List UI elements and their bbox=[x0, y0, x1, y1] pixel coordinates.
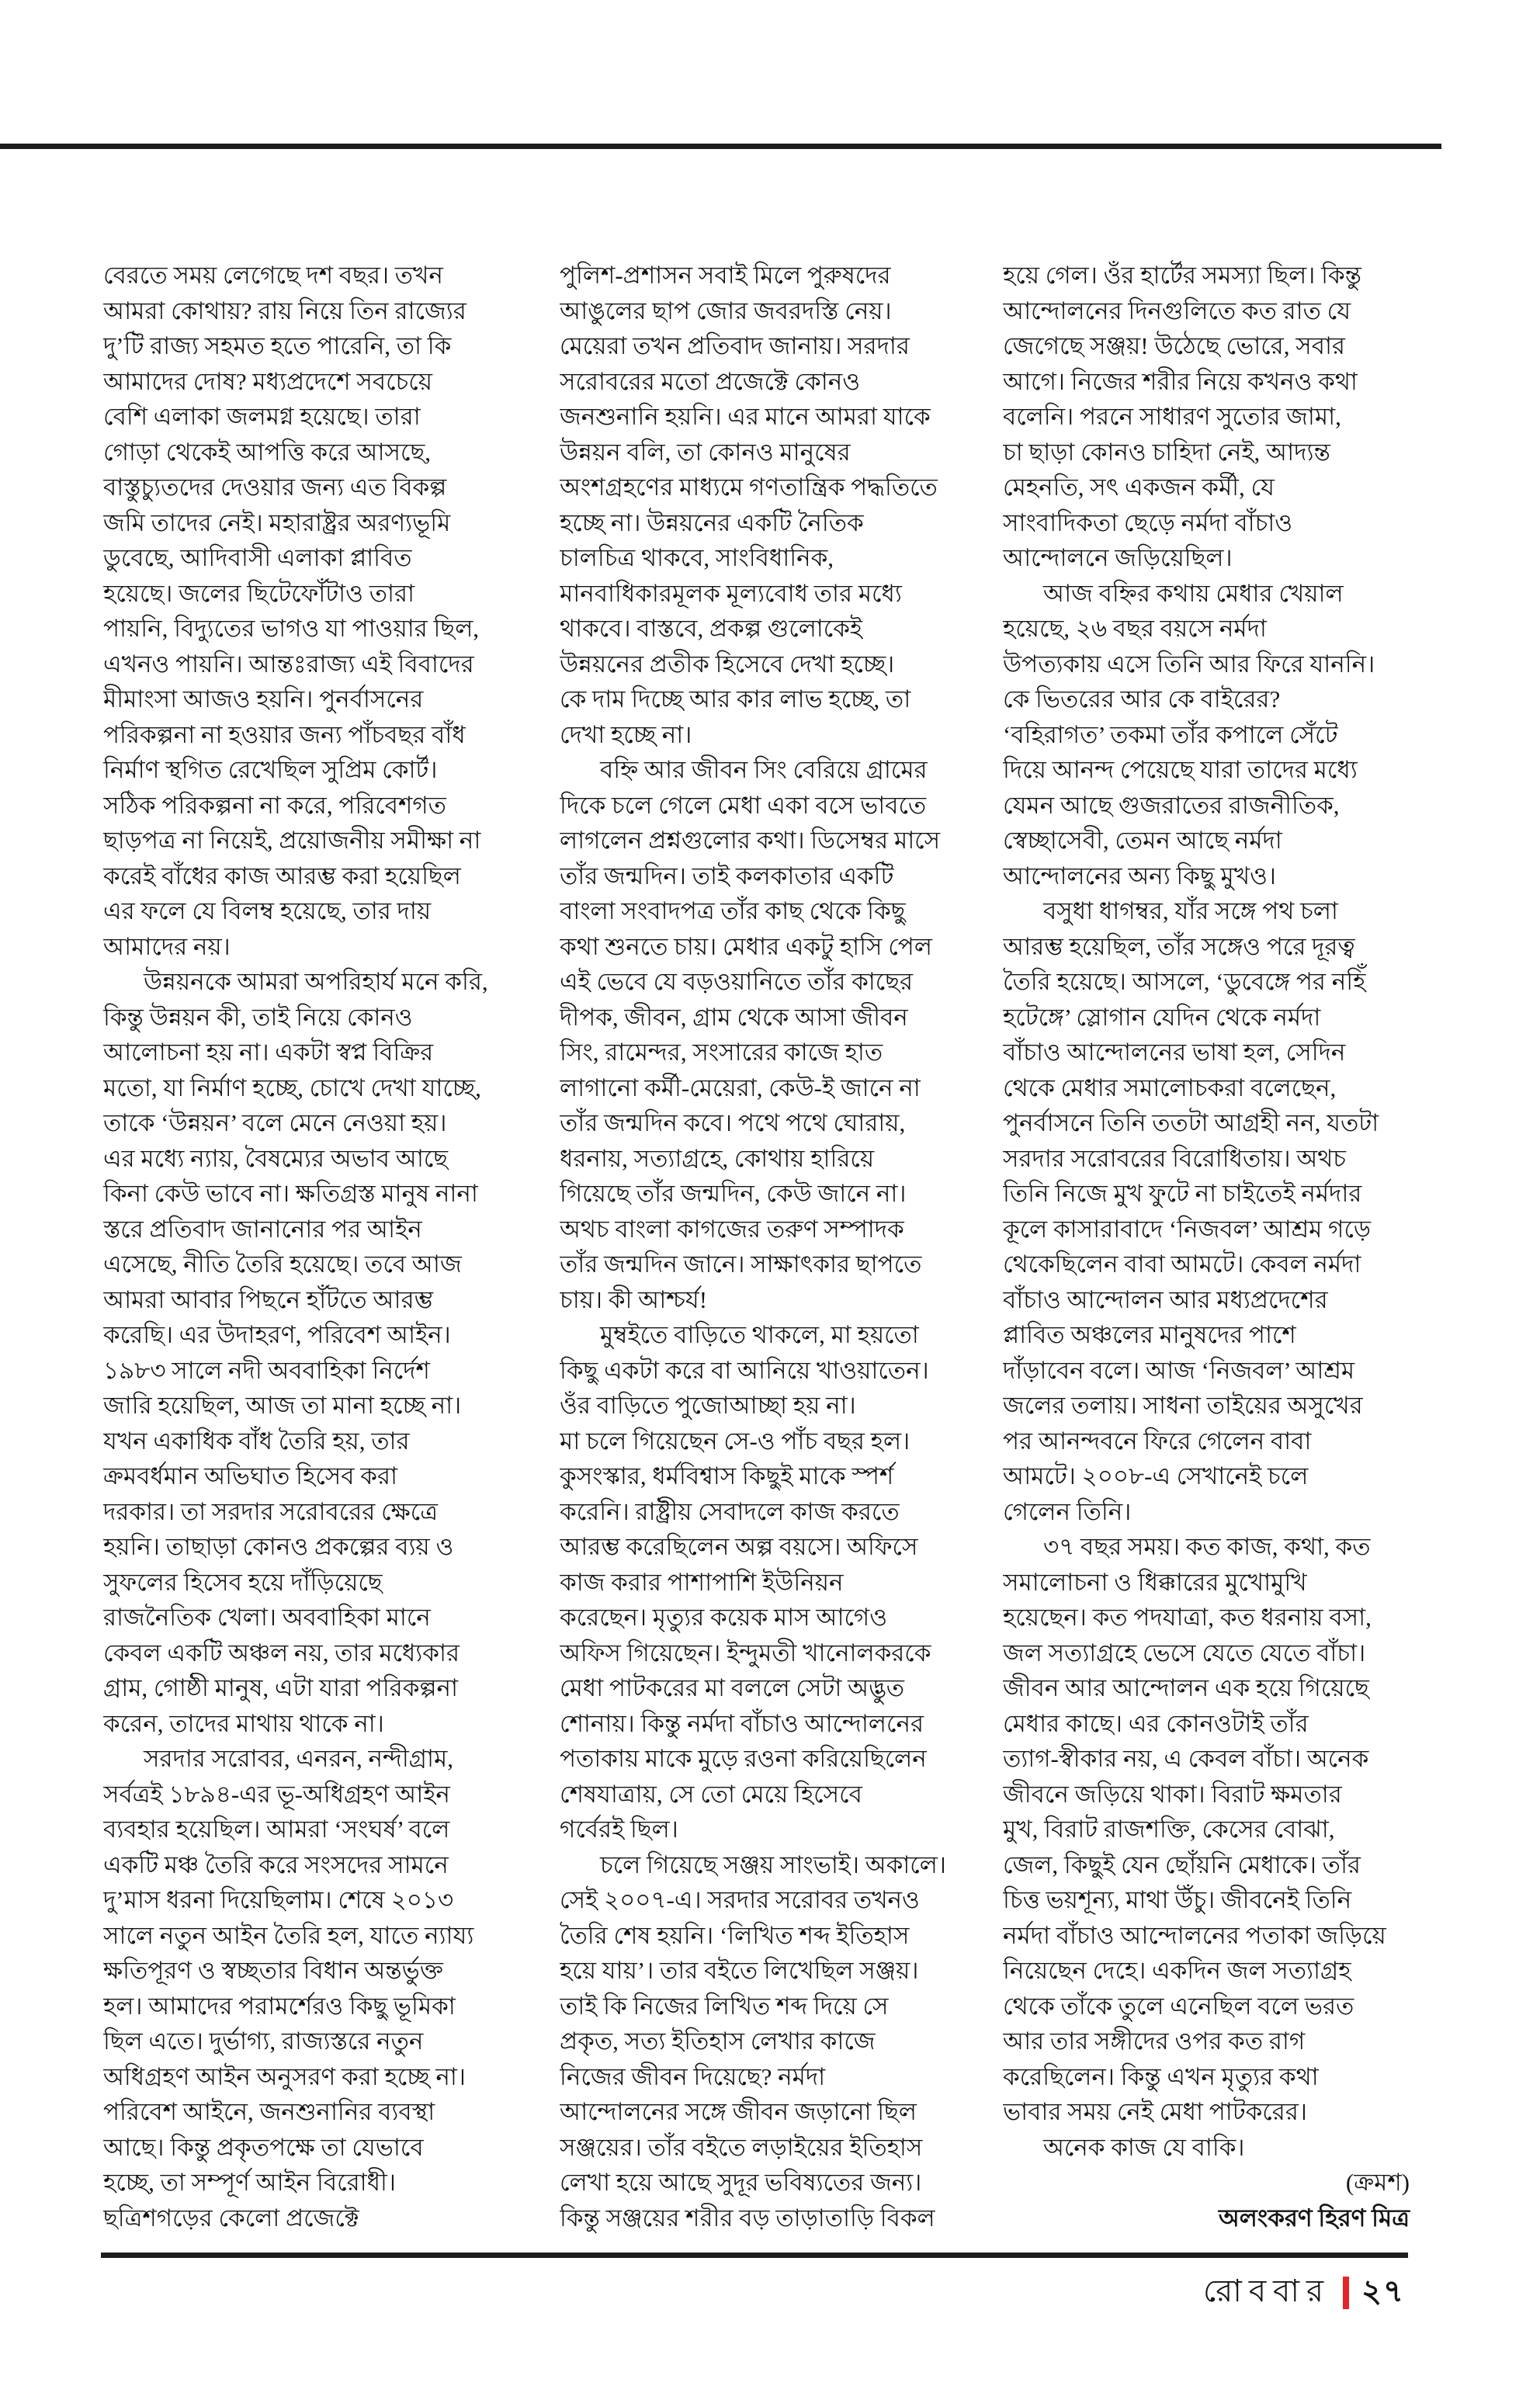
text-line: আর তার সঙ্গীদের ওপর কত রাগ bbox=[1003, 2027, 1306, 2055]
text-line: রাজনৈতিক খেলা। অববাহিকা মানে bbox=[103, 1604, 431, 1631]
text-line: সালে নতুন আইন তৈরি হল, যাতে ন্যায্য bbox=[103, 1921, 474, 1949]
article-column-2 bbox=[560, 258, 971, 2235]
text-line: পতাকায় মাকে মুড়ে রওনা করিয়েছিলেন bbox=[560, 1745, 927, 1772]
text-line: সাংবাদিকতা ছেড়ে নর্মদা বাঁচাও bbox=[1003, 508, 1293, 536]
text-line: চালচিত্র থাকবে, সাংবিধানিক, bbox=[560, 544, 834, 571]
text-line: গিয়েছে তাঁর জন্মদিন, কেউ জানে না। bbox=[560, 1180, 907, 1207]
text-line: মেধা পাটকরের মা বললে সেটা অদ্ভুত bbox=[560, 1674, 905, 1701]
text-line: আমাদের নয়। bbox=[103, 932, 231, 960]
text-line: এসেছে, নীতি তৈরি হয়েছে। তবে আজ bbox=[103, 1250, 462, 1278]
text-line: ছত্রিশগড়ের কেলো প্রজেক্টে bbox=[103, 2204, 359, 2232]
text-line: পর আনন্দবনে ফিরে গেলেন বাবা bbox=[1003, 1427, 1312, 1455]
text-line: আঙুলের ছাপ জোর জবরদস্তি নেয়। bbox=[560, 297, 892, 324]
text-line: বাংলা সংবাদপত্র তাঁর কাছ থেকে কিছু bbox=[560, 897, 906, 924]
text-line: হটেঙ্গে’ স্লোগান যেদিন থেকে নর্মদা bbox=[1003, 1003, 1321, 1031]
text-line: তৈরি শেষ হয়নি। ‘লিখিত শব্দ ইতিহাস bbox=[560, 1921, 910, 1949]
text-line: থাকবে। বাস্তবে, প্রকল্প গুলোকেই bbox=[560, 615, 863, 642]
text-line: সর্বত্রই ১৮৯৪-এর ভূ-অধিগ্রহণ আইন bbox=[103, 1780, 450, 1808]
text-line: হয়েছে, ২৬ বছর বয়সে নর্মদা bbox=[1003, 615, 1267, 642]
text-line: জলের তলায়। সাধনা তাইয়ের অসুখের bbox=[1003, 1392, 1363, 1419]
text-line: হচ্ছে, তা সম্পূর্ণ আইন বিরোধী। bbox=[103, 2169, 396, 2196]
text-line: দিয়ে আনন্দ পেয়েছে যারা তাদের মধ্যে bbox=[1003, 756, 1358, 783]
text-line: কাজ করার পাশাপাশি ইউনিয়ন bbox=[560, 1568, 844, 1596]
text-line: করেন, তাদের মাথায় থাকে না। bbox=[103, 1709, 384, 1737]
text-line: করেছি। এর উদাহরণ, পরিবেশ আইন। bbox=[103, 1321, 451, 1348]
text-line: (ক্রমশ) bbox=[1345, 2169, 1410, 2196]
text-line: লেখা হয়ে আছে সুদূর ভবিষ্যতের জন্য। bbox=[560, 2169, 922, 2196]
text-line: পরিকল্পনা না হওয়ার জন্য পাঁচবছর বাঁধ bbox=[103, 720, 466, 748]
text-line: বহ্নি আর জীবন সিং বেরিয়ে গ্রামের bbox=[600, 756, 928, 783]
text-line: নিজের জীবন দিয়েছে? নর্মদা bbox=[560, 2062, 826, 2090]
text-line: চিত্ত ভয়শূন্য, মাথা উঁচু। জীবনেই তিনি bbox=[1003, 1886, 1352, 1913]
text-line: উন্নয়নের প্রতীক হিসেবে দেখা হচ্ছে। bbox=[560, 650, 895, 678]
text-line: চা ছাড়া কোনও চাহিদা নেই, আদ্যন্ত bbox=[1003, 438, 1330, 466]
text-line: সরোবরের মতো প্রজেক্টে কোনও bbox=[560, 367, 861, 395]
text-line: এর মধ্যে ন্যায়, বৈষম্যের অভাব আছে bbox=[103, 1144, 449, 1172]
text-line: তাই কি নিজের লিখিত শব্দ দিয়ে সে bbox=[560, 1992, 889, 2020]
text-line: করেছেন। মৃত্যুর কয়েক মাস আগেও bbox=[560, 1604, 888, 1631]
text-line: এর ফলে যে বিলম্ব হয়েছে, তার দায় bbox=[103, 897, 432, 924]
text-line: জেল, কিছুই যেন ছোঁয়নি মেধাকে। তাঁর bbox=[1003, 1850, 1361, 1878]
text-line: এই ভেবে যে বড়ওয়ানিতে তাঁর কাছের bbox=[560, 968, 914, 995]
text-line: চলে গিয়েছে সঞ্জয় সাংভাই। অকালে। bbox=[600, 1850, 946, 1878]
text-line: উন্নয়নকে আমরা অপরিহার্য মনে করি, bbox=[144, 968, 488, 995]
text-line: আমাদের দোষ? মধ্যপ্রদেশে সবচেয়ে bbox=[103, 367, 433, 395]
text-line: ছিল এতে। দুর্ভাগ্য, রাজ্যস্তরে নতুন bbox=[103, 2027, 424, 2055]
text-line: উপত্যকায় এসে তিনি আর ফিরে যাননি। bbox=[1003, 650, 1375, 678]
article-column-1 bbox=[103, 258, 515, 2235]
text-line: ধরনায়, সত্যাগ্রহে, কোথায় হারিয়ে bbox=[560, 1144, 875, 1172]
text-line: হয়ে যায়’। তার বইতে লিখেছিল সঞ্জয়। bbox=[560, 1957, 919, 1984]
text-line: আরম্ভ হয়েছিল, তাঁর সঙ্গেও পরে দূরত্ব bbox=[1003, 932, 1355, 960]
text-line: মীমাংসা আজও হয়নি। পুনর্বাসনের bbox=[103, 685, 424, 713]
text-line: মুখ, বিরাট রাজশক্তি, কেসের বোঝা, bbox=[1003, 1816, 1335, 1843]
text-line: করেছিলেন। কিন্তু এখন মৃত্যুর কথা bbox=[1003, 2062, 1319, 2090]
text-line: হয়েছেন। কত পদযাত্রা, কত ধরনায় বসা, bbox=[1003, 1604, 1372, 1631]
text-line: বেশি এলাকা জলমগ্ন হয়েছে। তারা bbox=[103, 403, 421, 430]
text-line: থেকে তাঁকে তুলে এনেছিল বলে ভরত bbox=[1003, 1992, 1354, 2020]
text-line: মেয়েরা তখন প্রতিবাদ জানায়। সরদার bbox=[560, 332, 910, 359]
text-line: গোড়া থেকেই আপত্তি করে আসছে, bbox=[103, 438, 431, 466]
text-line: গ্রাম, গোষ্ঠী মানুষ, এটা যারা পরিকল্পনা bbox=[103, 1674, 459, 1701]
text-line: মতো, যা নির্মাণ হচ্ছে, চোখে দেখা যাচ্ছে, bbox=[103, 1073, 481, 1101]
text-line: ‘বহিরাগত’ তকমা তাঁর কপালে সেঁটে bbox=[1003, 720, 1338, 748]
text-line: ছাড়পত্র না নিয়েই, প্রয়োজনীয় সমীক্ষা না bbox=[103, 827, 481, 854]
text-line: মা চলে গিয়েছেন সে-ও পাঁচ বছর হল। bbox=[560, 1427, 910, 1455]
page-footer bbox=[1203, 2266, 1405, 2318]
text-line: আন্দোলনের অন্য কিছু মুখও। bbox=[1003, 862, 1276, 890]
text-line: দেখা হচ্ছে না। bbox=[560, 720, 692, 748]
text-line: মুম্বইতে বাড়িতে থাকলে, মা হয়তো bbox=[600, 1321, 919, 1348]
text-line: কূলে কাসারাবাদে ‘নিজবল’ আশ্রম গড়ে bbox=[1003, 1215, 1372, 1243]
text-line: চায়। কী আশ্চর্য! bbox=[560, 1285, 708, 1313]
text-line: উন্নয়ন বলি, তা কোনও মানুষের bbox=[560, 438, 851, 466]
text-line: কিন্তু সঞ্জয়ের শরীর বড় তাড়াতাড়ি বিকল bbox=[560, 2204, 935, 2232]
text-line: নির্মাণ স্থগিত রেখেছিল সুপ্রিম কোর্ট। bbox=[103, 756, 438, 783]
text-line: নিয়েছেন দেহে। একদিন জল সত্যাগ্রহ bbox=[1003, 1957, 1351, 1984]
text-line: আমরা কোথায়? রায় নিয়ে তিন রাজ্যের bbox=[103, 297, 467, 324]
text-line: তাঁর জন্মদিন। তাই কলকাতার একটি bbox=[560, 862, 894, 890]
text-line: বসুধা ধাগম্বর, যাঁর সঙ্গে পথ চলা bbox=[1043, 897, 1338, 924]
text-line: স্তরে প্রতিবাদ জানানোর পর আইন bbox=[103, 1215, 422, 1243]
text-line: বাঁচাও আন্দোলনের ভাষা হল, সেদিন bbox=[1003, 1039, 1346, 1066]
text-line: সরদার সরোবরের বিরোধিতায়। অথচ bbox=[1003, 1144, 1347, 1172]
text-line: একটি মঞ্চ তৈরি করে সংসদের সামনে bbox=[103, 1850, 449, 1878]
text-line: আন্দোলনে জড়িয়েছিল। bbox=[1003, 544, 1233, 571]
text-line: ব্যবহার হয়েছিল। আমরা ‘সংঘর্ষ’ বলে bbox=[103, 1816, 450, 1843]
text-line: তাঁর জন্মদিন জানে। সাক্ষাৎকার ছাপতে bbox=[560, 1250, 922, 1278]
text-line: থেকেছিলেন বাবা আমটে। কেবল নর্মদা bbox=[1003, 1250, 1361, 1278]
text-line: অলংকরণ হিরণ মিত্র bbox=[1218, 2204, 1410, 2232]
text-line: পুনর্বাসনে তিনি ততটা আগ্রহী নন, যতটা bbox=[1003, 1109, 1379, 1136]
text-line: সমালোচনা ও ধিক্কারের মুখোমুখি bbox=[1003, 1568, 1307, 1596]
text-line: দিকে চলে গেলে মেধা একা বসে ভাবতে bbox=[560, 791, 927, 819]
text-line: হচ্ছে না। উন্নয়নের একটি নৈতিক bbox=[560, 508, 864, 536]
text-line: ভাবার সময় নেই মেধা পাটকরের। bbox=[1003, 2098, 1307, 2125]
text-line: তাঁর জন্মদিন কবে। পথে পথে ঘোরায়, bbox=[560, 1109, 906, 1136]
text-line: বাঁচাও আন্দোলন আর মধ্যপ্রদেশের bbox=[1003, 1285, 1328, 1313]
text-line: আমটে। ২০০৮-এ সেখানেই চলে bbox=[1003, 1462, 1309, 1490]
text-line: জমি তাদের নেই। মহারাষ্ট্রর অরণ্যভূমি bbox=[103, 508, 451, 536]
text-line: তৈরি হয়েছে। আসলে, ‘ডুবেঙ্গে পর নহিঁ bbox=[1003, 968, 1366, 995]
text-line: কেবল একটি অঞ্চল নয়, তার মধ্যেকার bbox=[103, 1639, 460, 1666]
text-line: এখনও পায়নি। আন্তঃরাজ্য এই বিবাদের bbox=[103, 650, 474, 678]
text-line: গেলেন তিনি। bbox=[1003, 1497, 1132, 1525]
text-line: দু’টি রাজ্য সহমত হতে পারেনি, তা কি bbox=[103, 332, 452, 359]
text-line: পরিবেশ আইনে, জনশুনানির ব্যবস্থা bbox=[103, 2098, 435, 2125]
text-line: পুলিশ-প্রশাসন সবাই মিলে পুরুষদের bbox=[560, 262, 891, 289]
text-line: প্লাবিত অঞ্চলের মানুষদের পাশে bbox=[1003, 1321, 1296, 1348]
text-line: কথা শুনতে চায়। মেধার একটু হাসি পেল bbox=[560, 932, 932, 960]
text-line: জীবনে জড়িয়ে থাকা। বিরাট ক্ষমতার bbox=[1003, 1780, 1342, 1808]
text-line: থেকে মেধার সমালোচকরা বলেছেন, bbox=[1003, 1073, 1337, 1101]
text-line: মেধার কাছে। এর কোনওটাই তাঁর bbox=[1003, 1709, 1309, 1737]
bottom-rule bbox=[101, 2253, 1408, 2258]
text-line: মেহনতি, সৎ একজন কর্মী, যে bbox=[1003, 473, 1275, 501]
text-line: আরম্ভ করেছিলেন অল্প বয়সে। অফিসে bbox=[560, 1533, 918, 1560]
text-line: ক্রমবর্ধমান অভিঘাত হিসেব করা bbox=[103, 1462, 398, 1490]
top-rule bbox=[0, 144, 1441, 149]
text-line: বেরতে সময় লেগেছে দশ বছর। তখন bbox=[103, 262, 443, 289]
text-line: ডুবেছে, আদিবাসী এলাকা প্লাবিত bbox=[103, 544, 412, 571]
text-line: সঞ্জয়ের। তাঁর বইতে লড়াইয়ের ইতিহাস bbox=[560, 2133, 923, 2161]
text-line: মানবাধিকারমূলক মূল্যবোধ তার মধ্যে bbox=[560, 579, 902, 607]
text-line: হয়েছে। জলের ছিটেফোঁটাও তারা bbox=[103, 579, 415, 607]
red-separator-bar bbox=[1343, 2277, 1349, 2309]
text-line: আমরা আবার পিছনে হাঁটতে আরম্ভ bbox=[103, 1285, 434, 1313]
text-line: জেগেছে সঞ্জয়! উঠেছে ভোরে, সবার bbox=[1003, 332, 1345, 359]
text-line: সঠিক পরিকল্পনা না করে, পরিবেশগত bbox=[103, 791, 446, 819]
text-line: দু’মাস ধরনা দিয়েছিলাম। শেষে ২০১৩ bbox=[103, 1886, 454, 1913]
text-line: দীপক, জীবন, গ্রাম থেকে আসা জীবন bbox=[560, 1003, 908, 1031]
text-line: করেনি। রাষ্ট্রীয় সেবাদলে কাজ করতে bbox=[560, 1497, 900, 1525]
text-line: লাগলেন প্রশ্নগুলোর কথা। ডিসেম্বর মাসে bbox=[560, 827, 941, 854]
text-line: কে দাম দিচ্ছে আর কার লাভ হচ্ছে, তা bbox=[560, 685, 911, 713]
text-line: কিন্তু উন্নয়ন কী, তাই নিয়ে কোনও bbox=[103, 1003, 413, 1031]
text-line: বলেনি। পরনে সাধারণ সুতোর জামা, bbox=[1003, 403, 1341, 430]
text-line: বাস্তুচ্যুতদের দেওয়ার জন্য এত বিকল্প bbox=[103, 473, 447, 501]
magazine-name: রোববার bbox=[1203, 2273, 1330, 2308]
text-line: যেমন আছে গুজরাতের রাজনীতিক, bbox=[1003, 791, 1340, 819]
text-line: সরদার সরোবর, এনরন, নন্দীগ্রাম, bbox=[144, 1745, 453, 1772]
text-line: পায়নি, বিদ্যুতের ভাগও যা পাওয়ার ছিল, bbox=[103, 615, 480, 642]
text-line: গর্বেরই ছিল। bbox=[560, 1816, 678, 1843]
text-line: ১৯৮৩ সালে নদী অববাহিকা নির্দেশ bbox=[103, 1356, 430, 1384]
text-line: হয়নি। তাছাড়া কোনও প্রকল্পের ব্যয় ও bbox=[103, 1533, 454, 1560]
text-line: স্বেচ্ছাসেবী, তেমন আছে নর্মদা bbox=[1003, 827, 1282, 854]
text-line: জনশুনানি হয়নি। এর মানে আমরা যাকে bbox=[560, 403, 931, 430]
text-line: কুসংস্কার, ধর্মবিশ্বাস কিছুই মাকে স্পর্শ bbox=[560, 1462, 894, 1490]
text-line: জারি হয়েছিল, আজ তা মানা হচ্ছে না। bbox=[103, 1392, 462, 1419]
text-line: জীবন আর আন্দোলন এক হয়ে গিয়েছে bbox=[1003, 1674, 1369, 1701]
text-line: ওঁর বাড়িতে পুজোআচ্ছা হয় না। bbox=[560, 1392, 856, 1419]
text-line: শোনায়। কিন্তু নর্মদা বাঁচাও আন্দোলনের bbox=[560, 1709, 924, 1737]
text-line: দাঁড়াবেন বলে। আজ ‘নিজবল’ আশ্রম bbox=[1003, 1356, 1355, 1384]
text-line: করেই বাঁধের কাজ আরম্ভ করা হয়েছিল bbox=[103, 862, 461, 890]
text-line: তাকে ‘উন্নয়ন’ বলে মেনে নেওয়া হয়। bbox=[103, 1109, 447, 1136]
text-line: অফিস গিয়েছেন। ইন্দুমতী খানোলকরকে bbox=[560, 1639, 931, 1666]
text-line: কিছু একটা করে বা আনিয়ে খাওয়াতেন। bbox=[560, 1356, 929, 1384]
text-line: ক্ষতিপূরণ ও স্বচ্ছতার বিধান অন্তর্ভুক্ত bbox=[103, 1957, 443, 1984]
text-line: তিনি নিজে মুখ ফুটে না চাইতেই নর্মদার bbox=[1003, 1180, 1362, 1207]
text-line: নর্মদা বাঁচাও আন্দোলনের পতাকা জড়িয়ে bbox=[1003, 1921, 1386, 1949]
text-line: প্রকৃত, সত্য ইতিহাস লেখার কাজে bbox=[560, 2027, 876, 2055]
text-line: শেষযাত্রায়, সে তো মেয়ে হিসেবে bbox=[560, 1780, 862, 1808]
text-line: ত্যাগ-স্বীকার নয়, এ কেবল বাঁচা। অনেক bbox=[1003, 1745, 1369, 1772]
text-line: লাগানো কর্মী-মেয়েরা, কেউ-ই জানে না bbox=[560, 1073, 921, 1101]
text-line: আলোচনা হয় না। একটা স্বপ্ন বিক্রির bbox=[103, 1039, 434, 1066]
page-number: ২৭ bbox=[1361, 2273, 1405, 2308]
text-line: আন্দোলনের দিনগুলিতে কত রাত যে bbox=[1003, 297, 1351, 324]
text-line: দরকার। তা সরদার সরোবরের ক্ষেত্রে bbox=[103, 1497, 438, 1525]
text-line: হল। আমাদের পরামর্শেরও কিছু ভূমিকা bbox=[103, 1992, 456, 2020]
text-line: অধিগ্রহণ আইন অনুসরণ করা হচ্ছে না। bbox=[103, 2062, 466, 2090]
text-line: সুফলের হিসেব হয়ে দাঁড়িয়েছে bbox=[103, 1568, 383, 1596]
text-line: অথচ বাংলা কাগজের তরুণ সম্পাদক bbox=[560, 1215, 904, 1243]
text-line: আছে। কিন্তু প্রকৃতপক্ষে তা যেভাবে bbox=[103, 2133, 424, 2161]
text-line: যখন একাধিক বাঁধ তৈরি হয়, তার bbox=[103, 1427, 410, 1455]
text-line: জল সত্যাগ্রহে ভেসে যেতে যেতে বাঁচা। bbox=[1003, 1639, 1366, 1666]
text-line: আন্দোলনের সঙ্গে জীবন জড়ানো ছিল bbox=[560, 2098, 917, 2125]
text-line: সিং, রামেন্দর, সংসারের কাজে হাত bbox=[560, 1039, 883, 1066]
article-column-3 bbox=[1003, 258, 1414, 2235]
text-line: সেই ২০০৭-এ। সরদার সরোবর তখনও bbox=[560, 1886, 920, 1913]
text-line: হয়ে গেল। ওঁর হার্টের সমস্যা ছিল। কিন্তু bbox=[1003, 262, 1362, 289]
text-line: অংশগ্রহণের মাধ্যমে গণতান্ত্রিক পদ্ধতিতে bbox=[560, 473, 938, 501]
text-line: কিনা কেউ ভাবে না। ক্ষতিগ্রস্ত মানুষ নানা bbox=[103, 1180, 478, 1207]
text-line: ৩৭ বছর সময়। কত কাজ, কথা, কত bbox=[1043, 1533, 1371, 1560]
text-line: অনেক কাজ যে বাকি। bbox=[1043, 2133, 1245, 2161]
text-line: কে ভিতরের আর কে বাইরের? bbox=[1003, 685, 1281, 713]
text-line: আজ বহ্নির কথায় মেধার খেয়াল bbox=[1043, 579, 1344, 607]
text-line: আগে। নিজের শরীর নিয়ে কখনও কথা bbox=[1003, 367, 1358, 395]
